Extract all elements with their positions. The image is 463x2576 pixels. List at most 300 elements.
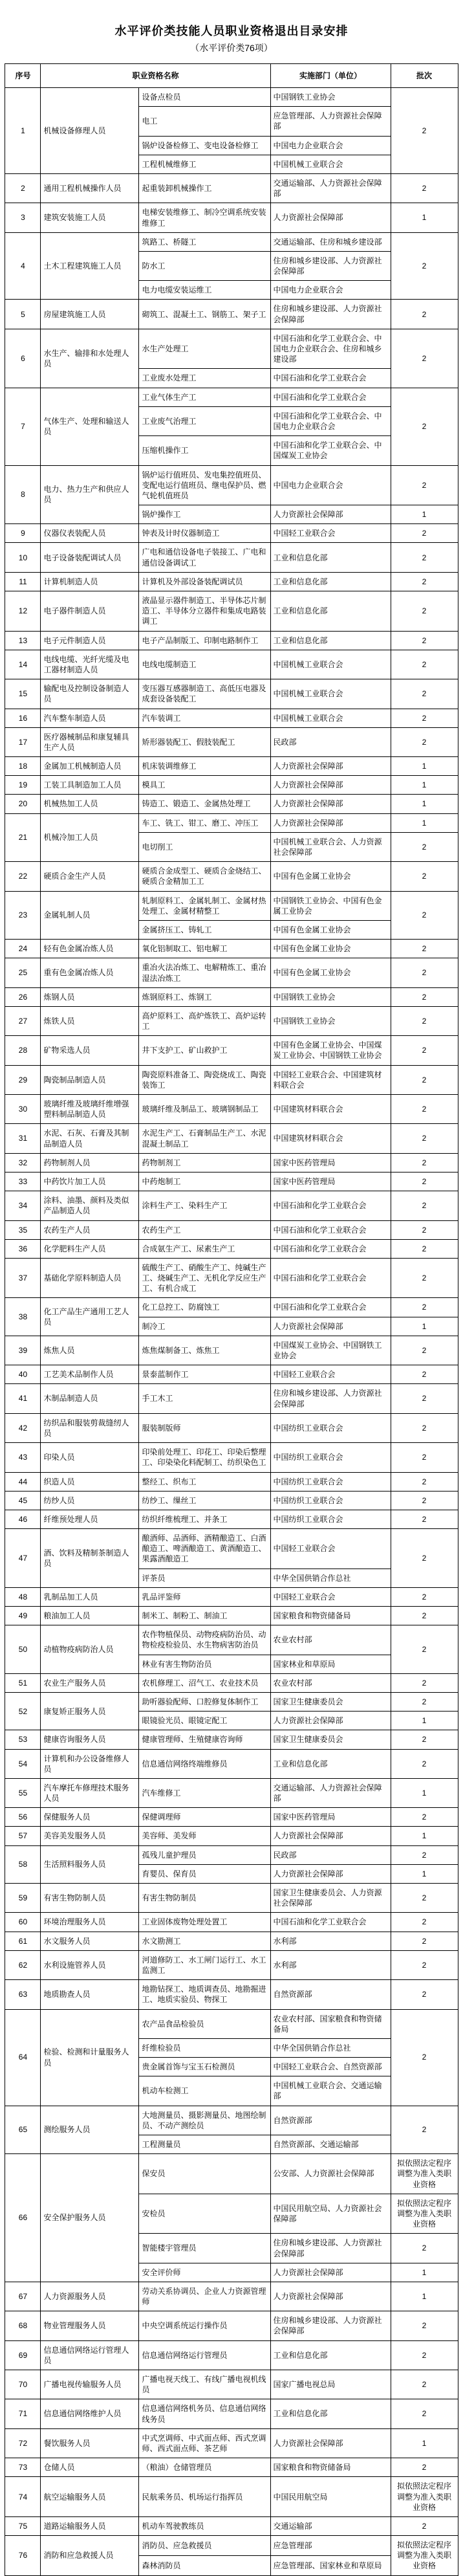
qualification-cell: 地勘钻探工、地质调查员、地勘掘进工、地质实验员、物探工 — [139, 1980, 270, 2009]
category-cell: 汽车整车制造人员 — [41, 709, 139, 727]
department-cell: 中国石油和化学工业联合会 — [270, 1239, 391, 1258]
qualification-cell: 高炉原料工、高炉炼铁工、高炉运转工 — [139, 1006, 270, 1035]
table-row — [5, 2009, 458, 2038]
department-cell: 人力资源社会保障部 — [270, 203, 391, 232]
table-row — [5, 1239, 458, 1258]
batch-cell: 2 — [391, 1932, 458, 1950]
batch-cell: 2 — [391, 88, 458, 174]
row-number-cell: 18 — [5, 757, 41, 776]
qualification-cell: 汽车维修工 — [139, 1778, 270, 1807]
qualification-cell: 井下支护工、矿山救护工 — [139, 1036, 270, 1065]
batch-cell: 拟依照法定程序调整为准入类职业资格 — [391, 2536, 458, 2576]
row-number-cell: 9 — [5, 524, 41, 543]
category-cell: 美容美发服务人员 — [41, 1827, 139, 1845]
batch-cell: 1 — [391, 776, 458, 795]
category-cell: 建筑安装施工人员 — [41, 203, 139, 232]
department-cell: 中国纺织工业联合会 — [270, 1491, 391, 1510]
batch-cell: 1 — [391, 1712, 458, 1730]
qualification-cell: 机动车检测工 — [139, 2076, 270, 2106]
row-number-cell: 32 — [5, 1153, 41, 1172]
table-row — [5, 1191, 458, 1220]
category-cell: 测绘服务人员 — [41, 2106, 139, 2154]
department-cell: 人力资源社会保障部 — [270, 505, 391, 524]
category-cell: 输配电及控制设备制造人员 — [41, 679, 139, 709]
category-cell: 检验、检测和计量服务人员 — [41, 2009, 139, 2106]
batch-cell: 2 — [391, 1529, 458, 1588]
category-cell: 纺织品和服装剪裁缝纫人员 — [41, 1413, 139, 1442]
row-number-cell: 44 — [5, 1472, 41, 1491]
row-number-cell: 15 — [5, 679, 41, 709]
row-number-cell: 47 — [5, 1529, 41, 1588]
row-number-cell: 21 — [5, 813, 41, 862]
qualification-cell: 锅炉运行值班员、发电集控值班员、变配电运行值班员、继电保护员、燃气轮机值班员 — [139, 465, 270, 505]
row-number-cell: 65 — [5, 2106, 41, 2154]
qualification-cell: 健康管理师、生殖健康咨询师 — [139, 1730, 270, 1749]
department-cell: 中国轻工业联合会、中国建筑材料联合会 — [270, 1065, 391, 1094]
table-row — [5, 727, 458, 756]
row-number-cell: 34 — [5, 1191, 41, 1220]
table-row — [5, 1365, 458, 1384]
row-number-cell: 53 — [5, 1730, 41, 1749]
table-row — [5, 465, 458, 505]
table-row — [5, 1950, 458, 1979]
page-title: 水平评价类技能人员职业资格退出目录安排 — [114, 25, 349, 38]
batch-cell: 1 — [391, 1778, 458, 1807]
row-number-cell: 63 — [5, 1980, 41, 2009]
department-cell: 中国有色金属工业协会 — [270, 940, 391, 958]
row-number-cell: 38 — [5, 1298, 41, 1336]
row-number-cell: 36 — [5, 1239, 41, 1258]
row-number-cell: 16 — [5, 709, 41, 727]
table-row — [5, 813, 458, 832]
category-cell: 酒、饮料及精制茶制造人员 — [41, 1529, 139, 1588]
row-number-cell: 52 — [5, 1692, 41, 1730]
row-number-cell: 39 — [5, 1336, 41, 1365]
row-number-cell: 54 — [5, 1749, 41, 1778]
qualification-cell: 工程测量员 — [139, 2135, 270, 2154]
category-cell: 机械设备修理人员 — [41, 88, 139, 174]
row-number-cell: 2 — [5, 173, 41, 203]
table-body — [5, 88, 458, 2576]
batch-cell: 2 — [391, 543, 458, 572]
qualification-cell: 电力电缆安装运维工 — [139, 281, 270, 300]
qualification-cell: 手工木工 — [139, 1384, 270, 1413]
qualification-cell: 水文勘测工 — [139, 1932, 270, 1950]
batch-cell: 2 — [391, 1607, 458, 1625]
category-cell: 机械热加工人员 — [41, 795, 139, 813]
department-cell: 中国轻工业联合会 — [270, 1365, 391, 1384]
table-row — [5, 1730, 458, 1749]
batch-cell: 2 — [391, 1980, 458, 2009]
batch-cell: 2 — [391, 591, 458, 632]
row-number-cell: 46 — [5, 1510, 41, 1528]
qualification-cell: 工业固体废物处理处置工 — [139, 1913, 270, 1932]
table-row — [5, 2282, 458, 2311]
category-cell: 仓储人员 — [41, 2458, 139, 2477]
row-number-cell: 51 — [5, 1673, 41, 1692]
qualification-cell: 计算机及外部设备装配调试员 — [139, 572, 270, 591]
category-cell: 化工产品生产通用工艺人员 — [41, 1298, 139, 1336]
table-row — [5, 1384, 458, 1413]
table-row — [5, 2399, 458, 2428]
qualification-cell: 孤残儿童护理员 — [139, 1845, 270, 1864]
category-cell: 汽车摩托车修理技术服务人员 — [41, 1778, 139, 1807]
qualification-cell: 印染前处理工、印花工、印染后整理工、印染染化料配制工、纺织染色工 — [139, 1443, 270, 1472]
table-row — [5, 679, 458, 709]
qualification-cell: 钟表及计时仪器制造工 — [139, 524, 270, 543]
category-cell: 乳制品加工人员 — [41, 1587, 139, 1606]
department-cell: 中国纺织工业联合会 — [270, 1413, 391, 1442]
header-qualification-name: 职业资格名称 — [41, 64, 270, 88]
department-cell: 国家卫生健康委员会 — [270, 1730, 391, 1749]
category-cell: 中药饮片加工人员 — [41, 1172, 139, 1191]
batch-cell: 1 — [391, 2282, 458, 2311]
department-cell: 人力资源社会保障部 — [270, 813, 391, 832]
department-cell: 人力资源社会保障部 — [270, 2282, 391, 2311]
row-number-cell: 49 — [5, 1607, 41, 1625]
row-number-cell: 58 — [5, 1845, 41, 1883]
row-number-cell: 17 — [5, 727, 41, 756]
department-cell: 住房和城乡建设部、人力资源社会保障部 — [270, 2234, 391, 2263]
department-cell: 中国轻工业联合会、自然资源部 — [270, 2058, 391, 2076]
category-cell: 轻有色金属冶炼人员 — [41, 940, 139, 958]
row-number-cell: 8 — [5, 465, 41, 524]
batch-cell: 2 — [391, 1625, 458, 1674]
table-row — [5, 1529, 458, 1569]
qualification-cell: 纺纱工、缫丝工 — [139, 1491, 270, 1510]
department-cell: 中国电力企业联合会 — [270, 136, 391, 155]
category-cell: 气体生产、处理和输送人员 — [41, 388, 139, 465]
row-number-cell: 45 — [5, 1491, 41, 1510]
batch-cell: 1 — [391, 1317, 458, 1336]
department-cell: 应急管理部、人力资源社会保障部 — [270, 107, 391, 136]
batch-cell: 1 — [391, 813, 458, 832]
batch-cell: 2 — [391, 1172, 458, 1191]
department-cell: 中国纺织工业联合会 — [270, 1443, 391, 1472]
department-cell: 公安部、人力资源社会保障部 — [270, 2154, 391, 2194]
category-cell: 纤维预处理人员 — [41, 1510, 139, 1528]
category-cell: 房屋建筑施工人员 — [41, 300, 139, 329]
department-cell: 人力资源社会保障部 — [270, 2428, 391, 2458]
qualification-cell: 信息通信网络机务员、信息通信网络线务员 — [139, 2399, 270, 2428]
batch-cell: 2 — [391, 958, 458, 987]
department-cell: 中国有色金属工业协会 — [270, 920, 391, 939]
category-cell: 基础化学原料制造人员 — [41, 1258, 139, 1298]
qualification-cell: 炼焦煤制备工、炼焦工 — [139, 1336, 270, 1365]
batch-cell: 2 — [391, 1884, 458, 1913]
category-cell: 粮油加工人员 — [41, 1607, 139, 1625]
category-cell: 计算机和办公设备维修人员 — [41, 1749, 139, 1778]
category-cell: 餐饮服务人员 — [41, 2428, 139, 2458]
qualification-cell: 锅炉操作工 — [139, 505, 270, 524]
page-subtitle: （水平评价类76项） — [190, 43, 273, 53]
category-cell: 药物制剂人员 — [41, 1153, 139, 1172]
table-row — [5, 203, 458, 232]
department-cell: 交通运输部、住房和城乡建设部 — [270, 232, 391, 251]
row-number-cell: 11 — [5, 572, 41, 591]
batch-cell: 2 — [391, 2106, 458, 2154]
category-cell: 农业生产服务人员 — [41, 1673, 139, 1692]
qualification-cell: 劳动关系协调员、企业人力资源管理师 — [139, 2282, 270, 2311]
batch-cell: 1 — [391, 1864, 458, 1883]
row-number-cell: 33 — [5, 1172, 41, 1191]
department-cell: 中国钢铁工业协会、中国有色金属工业协会 — [270, 891, 391, 920]
qualification-cell: 压缩机操作工 — [139, 436, 270, 465]
category-cell: 动植物疫病防治人员 — [41, 1625, 139, 1674]
row-number-cell: 27 — [5, 1006, 41, 1035]
category-cell: 玻璃纤维及玻璃纤维增强塑料制品制造人员 — [41, 1095, 139, 1124]
header-batch: 批次 — [391, 64, 458, 88]
department-cell: 自然资源部、交通运输部 — [270, 2135, 391, 2154]
table-row — [5, 891, 458, 920]
batch-cell: 2 — [391, 1153, 458, 1172]
table-row — [5, 1884, 458, 1913]
department-cell: 农业农村部 — [270, 1625, 391, 1655]
table-row — [5, 388, 458, 406]
table-row — [5, 543, 458, 572]
row-number-cell: 14 — [5, 650, 41, 679]
qualification-cell: 起重装卸机械操作工 — [139, 173, 270, 203]
department-cell: 交通运输部、人力资源社会保障部 — [270, 1778, 391, 1807]
department-cell: 中国石油和化学工业联合会 — [270, 388, 391, 406]
department-cell: 水利部 — [270, 1932, 391, 1950]
category-cell: 纺纱人员 — [41, 1491, 139, 1510]
row-number-cell: 43 — [5, 1443, 41, 1472]
batch-cell: 2 — [391, 465, 458, 505]
qualification-cell: 农产品食品检验员 — [139, 2009, 270, 2038]
department-cell: 中国石油和化学工业联合会 — [270, 1220, 391, 1239]
department-cell: 国家中医药管理局 — [270, 1172, 391, 1191]
department-cell: 民政部 — [270, 727, 391, 756]
qualification-cell: 铸造工、锻造工、金属热处理工 — [139, 795, 270, 813]
row-number-cell: 41 — [5, 1384, 41, 1413]
department-cell: 国家林业和草原局 — [270, 1655, 391, 1673]
table-row — [5, 1491, 458, 1510]
qualification-cell: 涂料生产工、染料生产工 — [139, 1191, 270, 1220]
header-row — [5, 64, 458, 88]
category-cell: 道路运输服务人员 — [41, 2516, 139, 2535]
row-number-cell: 13 — [5, 631, 41, 650]
category-cell: 信息通信网络维护人员 — [41, 2399, 139, 2428]
category-cell: 医疗器械制品和康复辅具生产人员 — [41, 727, 139, 756]
qualification-cell: 安检员 — [139, 2194, 270, 2234]
department-cell: 中国石油和化学工业联合会、中国煤炭工业协会 — [270, 436, 391, 465]
department-cell: 自然资源部 — [270, 2106, 391, 2135]
batch-cell: 2 — [391, 631, 458, 650]
table-row — [5, 1443, 458, 1472]
department-cell: 中国建筑材料联合会 — [270, 1095, 391, 1124]
table-row — [5, 2154, 458, 2194]
department-cell: 中国石油和化学工业联合会、中国电力企业联合会 — [270, 406, 391, 435]
category-cell: 保健服务人员 — [41, 1808, 139, 1827]
qualification-cell: 中央空调系统运行操作员 — [139, 2311, 270, 2340]
batch-cell: 2 — [391, 1472, 458, 1491]
table-row — [5, 1980, 458, 2009]
qualification-cell: 电工 — [139, 107, 270, 136]
category-cell: 土木工程建筑施工人员 — [41, 232, 139, 300]
row-number-cell: 42 — [5, 1413, 41, 1442]
table-row — [5, 776, 458, 795]
row-number-cell: 24 — [5, 940, 41, 958]
category-cell: 有害生物防制人员 — [41, 1884, 139, 1913]
batch-cell: 2 — [391, 2311, 458, 2340]
table-row — [5, 173, 458, 203]
qualification-cell: 保健调理师 — [139, 1808, 270, 1827]
category-cell: 广播电视传输服务人员 — [41, 2370, 139, 2399]
qualification-cell: 工程机械维修工 — [139, 155, 270, 173]
table-row — [5, 1006, 458, 1035]
row-number-cell: 69 — [5, 2340, 41, 2370]
department-cell: 中国机械工业联合会、人力资源社会保障部 — [270, 832, 391, 861]
department-cell: 中国电力企业联合会 — [270, 281, 391, 300]
table-row — [5, 1913, 458, 1932]
department-cell: 中国建筑材料联合会 — [270, 1124, 391, 1153]
row-number-cell: 55 — [5, 1778, 41, 1807]
qualification-cell: 景泰蓝制作工 — [139, 1365, 270, 1384]
department-cell: 中国石油和化学工业联合会 — [270, 1191, 391, 1220]
qualification-cell: 制米工、制粉工、制油工 — [139, 1607, 270, 1625]
category-cell: 涂料、油墨、颜料及类似产品制造人员 — [41, 1191, 139, 1220]
row-number-cell: 35 — [5, 1220, 41, 1239]
header-no: 序号 — [5, 64, 41, 88]
department-cell: 国家中医药管理局 — [270, 1808, 391, 1827]
table-row — [5, 2477, 458, 2517]
department-cell: 中国机械工业联合会 — [270, 650, 391, 679]
category-cell: 电力、热力生产和供应人员 — [41, 465, 139, 524]
department-cell: 国家卫生健康委员会、人力资源社会保障部 — [270, 1884, 391, 1913]
table-row — [5, 940, 458, 958]
table-row — [5, 958, 458, 987]
row-number-cell: 1 — [5, 88, 41, 174]
batch-cell: 2 — [391, 2009, 458, 2106]
table-row — [5, 1778, 458, 1807]
table-row — [5, 1932, 458, 1950]
batch-cell: 2 — [391, 1491, 458, 1510]
table-row — [5, 1298, 458, 1317]
table-row — [5, 2458, 458, 2477]
qualification-cell: 河道修防工、水工闸门运行工、水工监测工 — [139, 1950, 270, 1979]
qualification-cell: 模具工 — [139, 776, 270, 795]
header-department: 实施部门（单位） — [270, 64, 391, 88]
batch-cell: 1 — [391, 203, 458, 232]
category-cell: 工装工具制造加工人员 — [41, 776, 139, 795]
batch-cell: 2 — [391, 572, 458, 591]
qualification-cell: 工业气体生产工 — [139, 388, 270, 406]
batch-cell: 2 — [391, 1384, 458, 1413]
table-header — [5, 64, 458, 88]
department-cell: 住房和城乡建设部、人力资源社会保障部 — [270, 2311, 391, 2340]
department-cell: 中华全国供销合作总社 — [270, 2038, 391, 2057]
department-cell: 中国纺织工业联合会 — [270, 1510, 391, 1528]
qualification-cell: 贵金属首饰与宝玉石检测员 — [139, 2058, 270, 2076]
category-cell: 印染人员 — [41, 1443, 139, 1472]
batch-cell: 2 — [391, 1258, 458, 1298]
category-cell: 消防和应急救援人员 — [41, 2536, 139, 2576]
category-cell: 水利设施管养人员 — [41, 1950, 139, 1979]
category-cell: 陶瓷制品制造人员 — [41, 1065, 139, 1094]
batch-cell: 2 — [391, 1443, 458, 1472]
table-row — [5, 757, 458, 776]
department-cell: 中国石油和化学工业联合会、中国电力企业联合会、住房和城乡建设部 — [270, 329, 391, 369]
batch-cell: 2 — [391, 1298, 458, 1317]
qualification-cell: 保安员 — [139, 2154, 270, 2194]
row-number-cell: 67 — [5, 2282, 41, 2311]
category-cell: 硬质合金生产人员 — [41, 862, 139, 891]
batch-cell: 1 — [391, 2428, 458, 2458]
department-cell: 中国轻工业联合会 — [270, 1529, 391, 1569]
department-cell: 国家广播电视总局 — [270, 2370, 391, 2399]
table-row — [5, 1220, 458, 1239]
qualification-cell: 酿酒师、品酒师、酒精酿造工、白酒酿造工、啤酒酿造工、黄酒酿造工、果露酒酿造工 — [139, 1529, 270, 1569]
category-cell: 木制品制造人员 — [41, 1384, 139, 1413]
qualification-cell: 农作物植保员、动物疫病防治员、动物检疫检验员、水生物病害防治员 — [139, 1625, 270, 1655]
qualification-cell: 安全评价师 — [139, 2263, 270, 2282]
category-cell: 炼焦人员 — [41, 1336, 139, 1365]
qualification-cell: 消防员、应急救援员 — [139, 2536, 270, 2556]
row-number-cell: 56 — [5, 1808, 41, 1827]
department-cell: 国家粮食和物资储备局 — [270, 2458, 391, 2477]
department-cell: 中国纺织工业联合会 — [270, 1472, 391, 1491]
row-number-cell: 23 — [5, 891, 41, 940]
category-cell: 地质勘查人员 — [41, 1980, 139, 2009]
department-cell: 国家粮食和物资储备局 — [270, 1607, 391, 1625]
table-row — [5, 1036, 458, 1065]
department-cell: 中国钢铁工业协会 — [270, 1006, 391, 1035]
row-number-cell: 48 — [5, 1587, 41, 1606]
department-cell: 中国机械工业联合会 — [270, 709, 391, 727]
qualification-cell: 广电和通信设备电子装接工、广电和通信设备调试工 — [139, 543, 270, 572]
row-number-cell: 70 — [5, 2370, 41, 2399]
category-cell: 人力资源服务人员 — [41, 2282, 139, 2311]
department-cell: 自然资源部 — [270, 1980, 391, 2009]
table-row — [5, 2106, 458, 2135]
batch-cell: 2 — [391, 679, 458, 709]
department-cell: 中国石油和化学工业联合会 — [270, 1258, 391, 1298]
row-number-cell: 4 — [5, 232, 41, 300]
row-number-cell: 74 — [5, 2477, 41, 2517]
department-cell: 中国石油和化学工业联合会 — [270, 369, 391, 388]
row-number-cell: 12 — [5, 591, 41, 632]
category-cell: 水生产、输排和水处理人员 — [41, 329, 139, 388]
qualification-cell: 变压器互感器制造工、高低压电器及成套设备装配工 — [139, 679, 270, 709]
table-row — [5, 2311, 458, 2340]
qualification-cell: 设备点检员 — [139, 88, 270, 107]
batch-cell: 2 — [391, 1808, 458, 1827]
qualification-table — [5, 63, 458, 2576]
table-row — [5, 232, 458, 251]
qualification-cell: 矫形器装配工、假肢装配工 — [139, 727, 270, 756]
table-row — [5, 862, 458, 891]
batch-cell: 1 — [391, 757, 458, 776]
department-cell: 人力资源社会保障部 — [270, 1827, 391, 1845]
row-number-cell: 62 — [5, 1950, 41, 1979]
category-cell: 矿物采选人员 — [41, 1036, 139, 1065]
category-cell: 信息通信网络运行管理人员 — [41, 2340, 139, 2370]
qualification-cell: 森林消防员 — [139, 2555, 270, 2575]
batch-cell: 2 — [391, 709, 458, 727]
qualification-cell: 炼钢原料工、炼钢工 — [139, 987, 270, 1006]
batch-cell: 2 — [391, 1124, 458, 1153]
row-number-cell: 31 — [5, 1124, 41, 1153]
category-cell: 电子设备装配调试人员 — [41, 543, 139, 572]
row-number-cell: 37 — [5, 1258, 41, 1298]
batch-cell: 2 — [391, 1749, 458, 1778]
table-row — [5, 1808, 458, 1827]
batch-cell: 拟依照法定程序调整为准入类职业资格 — [391, 2477, 458, 2517]
row-number-cell: 61 — [5, 1932, 41, 1950]
table-row — [5, 1692, 458, 1711]
table-row — [5, 1065, 458, 1094]
